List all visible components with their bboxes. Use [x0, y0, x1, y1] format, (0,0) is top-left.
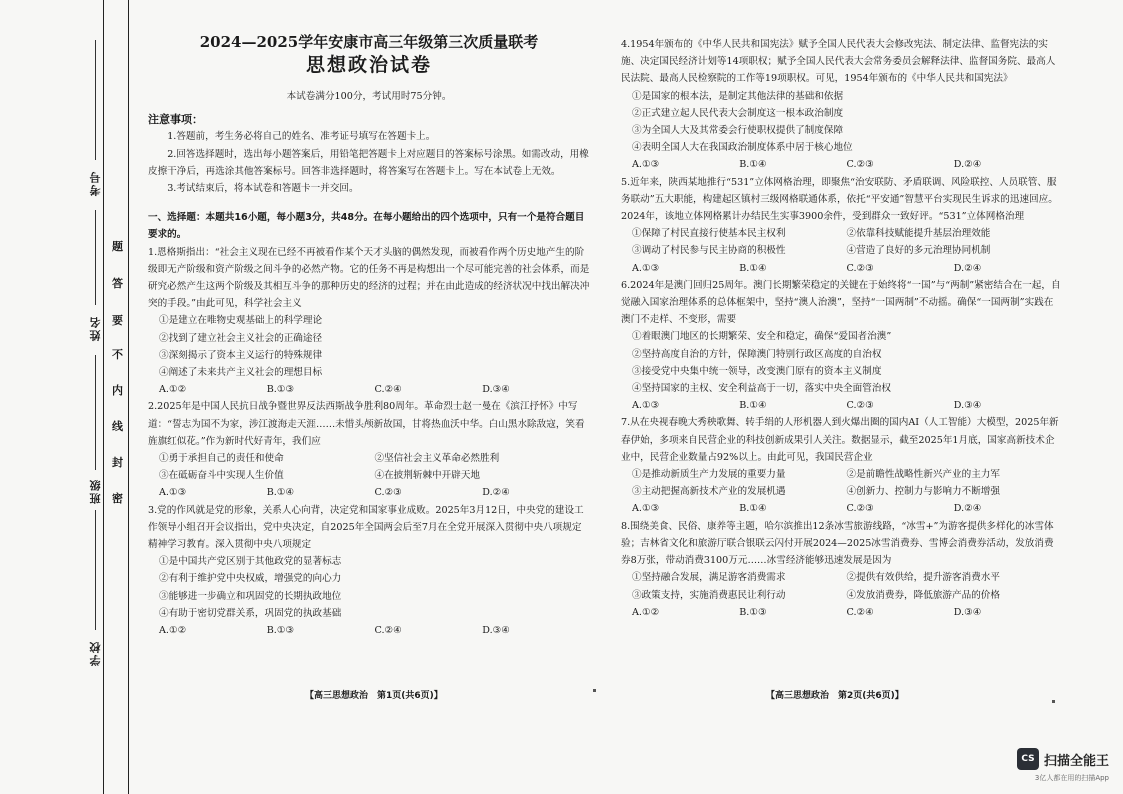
scan-speck: [593, 689, 596, 692]
notice-title: 注意事项：: [148, 113, 203, 127]
notice-item: 3.考试结束后，将本试卷和答题卡一并交回。: [167, 183, 359, 195]
question-6-choices: [621, 397, 1061, 414]
school-label: 学校: [89, 640, 102, 666]
watermark-tagline: 3亿人都在用的扫描App: [1034, 774, 1109, 782]
question-5-choices: [621, 260, 1061, 277]
question-4-stem: 4.1954年颁布的《中华人民共和国宪法》赋予全国人民代表大会修改宪法、制定法律、监督宪法的实施、决定国民经济计划等14项职权；赋予全国人民代表大会常务委员会解释法律、监督国务院、最高人民法院、最高人民检察院的工作等19项职权。可见，1954年颁布的《中华人民共和国宪法》: [621, 39, 1056, 85]
choice-a: A.①②: [159, 625, 187, 637]
binding-line-outer: [103, 0, 104, 794]
watermark-name: 扫描全能王: [1043, 753, 1109, 769]
choice-c: C.②③: [846, 503, 874, 515]
seal-char: 要: [112, 314, 123, 327]
choice-a: A.①③: [632, 159, 660, 171]
choice-d: D.②④: [953, 503, 982, 515]
option: ①是推动新质生产力发展的重要力量: [632, 469, 786, 481]
exam-no-field[interactable]: [95, 40, 96, 160]
option: ③接受党中央集中统一领导，改变澳门原有的资本主义制度: [632, 365, 882, 377]
option: ④创新力、控制力与影响力不断增强: [846, 486, 1000, 498]
choice-b: B.①③: [266, 384, 295, 396]
choice-a: A.①②: [159, 384, 187, 396]
name-label: 姓名: [89, 315, 102, 341]
choice-a: A.①③: [632, 400, 660, 412]
choice-c: C.②④: [846, 606, 874, 618]
question-7-options: [621, 466, 1061, 500]
choice-c: C.②③: [846, 159, 874, 171]
option: ②坚持高度自治的方针，保障澳门特别行政区高度的自治权: [632, 348, 882, 360]
question-8-choices: [621, 604, 1061, 621]
class-label: 班级: [89, 478, 102, 504]
choice-d: D.③④: [482, 384, 510, 396]
question-8-stem: 8.围绕美食、民俗、康养等主题，哈尔滨推出12条冰雪旅游线路，“冰雪+”为游客提供多样化的冰雪体验；吉林省文化和旅游厅联合银联云闪付开展2024—2025冰雪消费券、雪博会消费券活动，发放消费券8万张，带动消费3100万元……冰雪经济能够迅速发展是因为: [621, 520, 1054, 567]
choice-b: B.①④: [266, 487, 295, 499]
choice-b: B.①④: [739, 503, 767, 515]
question-3-stem: 3.党的作风就是党的形象，关系人心向背，决定党和国家事业成败。2025年3月12日，中央党的建设工作领导小组召开会议指出，党中央决定，自2025年全国两会后至7月在全党开展深入贯彻中央八项规定精神学习教育。深入贯彻中央八项规定: [148, 504, 584, 551]
question-5-options: [621, 225, 1061, 259]
choice-c: C.②④: [374, 625, 402, 637]
score-line: 本试卷满分100分，考试用时75分钟。: [286, 91, 452, 102]
choice-a: A.①③: [632, 503, 660, 515]
seal-char: 内: [112, 384, 123, 397]
option: ②坚信社会主义革命必然胜利: [374, 453, 500, 465]
option: ①着眼澳门地区的长期繁荣、安全和稳定，确保“爱国者治澳”: [632, 331, 892, 343]
option: ④营造了良好的多元治理协同机制: [846, 245, 991, 257]
notice-item: 2.回答选择题时，选出每小题答案后，用铅笔把答题卡上对应题目的答案标号涂黑。如需改动，用橡皮擦干净后，再选涂其他答案标号。回答非选择题时，将答案写在答题卡上。写在本试卷上无效。: [148, 148, 589, 177]
option: ④有助于密切党群关系，巩固党的执政基础: [159, 607, 342, 619]
option: ②依靠科技赋能提升基层治理效能: [846, 228, 991, 240]
option: ①是中国共产党区别于其他政党的显著标志: [159, 556, 342, 568]
option: ③为全国人大及其常委会行使职权提供了制度保障: [632, 125, 844, 137]
choice-a: A.①③: [632, 262, 660, 274]
question-2-options: [148, 450, 590, 484]
option: ①是建立在唯物史观基础上的科学理论: [159, 315, 323, 327]
option: ③主动把握高新技术产业的发展机遇: [632, 486, 786, 498]
exam-title: 2024—2025学年安康市高三年级第三次质量联考: [199, 33, 539, 51]
option: ④表明全国人大在我国政治制度体系中居于核心地位: [632, 142, 853, 154]
page-1-footer: 【高三思想政治 第1页(共6页)】: [305, 691, 443, 701]
option: ④坚持国家的主权、安全利益高于一切，落实中央全面管治权: [632, 383, 892, 395]
section-heading: 一、选择题：本题共16小题，每小题3分，共48分。在每小题给出的四个选项中，只有一个是符合题目要求的。: [148, 212, 585, 241]
seal-char: 答: [112, 277, 123, 290]
page-1: [148, 30, 590, 639]
seal-char: 不: [112, 348, 123, 361]
choice-d: D.③④: [953, 606, 982, 618]
choice-d: D.③④: [953, 400, 982, 412]
scanner-watermark: [1017, 748, 1109, 770]
page-2: [621, 36, 1061, 621]
option: ④发放消费券，降低旅游产品的价格: [846, 589, 1000, 601]
option: ②提供有效供给，提升游客消费水平: [846, 572, 1000, 584]
question-8-options: [621, 569, 1061, 603]
question-2-stem: 2.2025年是中国人民抗日战争暨世界反法西斯战争胜利80周年。革命烈士赵一曼在《滨江抒怀》中写道：“誓志为国不为家，涉江渡海走天涯……未惜头颅新故国，甘将热血沃中华。白山黑水除敌寇，笑看旌旗红似花。”作为新时代好青年，我们应: [148, 401, 585, 447]
choice-b: B.①③: [266, 625, 295, 637]
class-field[interactable]: [95, 355, 96, 470]
question-6-stem: 6.2024年是澳门回归25周年。澳门长期繁荣稳定的关键在于始终将“一国”与“两制”紧密结合在一起，自觉融入国家治理体系的总体框架中，坚持“澳人治澳”，坚持“一国两制”不动摇。确保“一国两制”实践在澳门不走样、不变形，需要: [621, 279, 1061, 326]
option: ③在砥砺奋斗中实现人生价值: [159, 470, 284, 482]
question-3-choices: [148, 622, 590, 639]
option: ①勇于承担自己的责任和使命: [159, 453, 284, 465]
choice-c: C.②③: [374, 487, 402, 499]
option: ②是前瞻性战略性新兴产业的主力军: [846, 469, 1000, 481]
question-2-choices: [148, 484, 590, 501]
scan-speck: [1052, 700, 1055, 703]
option: ①保障了村民直接行使基本民主权利: [632, 228, 786, 240]
question-5-stem: 5.近年来，陕西某地推行“531”立体网格治理，即聚焦“治安联防、矛盾联调、风险联控、人员联管、服务联动”五大职能，构建起区镇村三级网格联通体系，依托“平安通”智慧平台实现民生诉求的迅速回应。2024年，该地立体网格累计办结民生实事3900余件，受到群众一致好评。“531”立体网格治理: [621, 176, 1058, 223]
subject-title: 思想政治试卷: [305, 54, 432, 76]
question-1-choices: [148, 381, 590, 398]
choice-d: D.②④: [953, 262, 982, 274]
choice-b: B.①④: [739, 159, 767, 171]
camscanner-logo-icon: CS: [1017, 748, 1039, 770]
name-field[interactable]: [95, 210, 96, 305]
choice-a: A.①②: [632, 606, 660, 618]
binding-line-inner: [128, 0, 129, 794]
choice-d: D.②④: [953, 159, 982, 171]
question-1-stem: 1.恩格斯指出：“社会主义现在已经不再被看作某个天才头脑的偶然发现，而被看作两个历史地产生的阶级即无产阶级和资产阶级之间斗争的必然产物。它的任务不再是构想出一个尽可能完善的社会体系，而是研究必然产生这两个阶级及其相互斗争的那种历史的经济的过程；并在由此造成的经济状况中找出解决冲突的手段。”由此可见，科学社会主义: [148, 246, 590, 310]
choice-c: C.②③: [846, 400, 874, 412]
option: ③深刻揭示了资本主义运行的特殊规律: [159, 349, 323, 361]
choice-d: D.②④: [482, 487, 510, 499]
option: ③政策支持，实施消费惠民让利行动: [632, 589, 786, 601]
option: ④阐述了未来共产主义社会的理想目标: [159, 367, 323, 379]
option: ①坚持融合发展，满足游客消费需求: [632, 572, 786, 584]
seal-char: 封: [112, 456, 123, 469]
option: ①是国家的根本法，是制定其他法律的基础和依据: [632, 90, 844, 102]
question-4-choices: [621, 156, 1061, 173]
option: ②正式建立起人民代表大会制度这一根本政治制度: [632, 107, 844, 119]
notice-item: 1.答题前，考生务必将自己的姓名、准考证号填写在答题卡上。: [167, 131, 436, 143]
choice-c: C.②④: [374, 384, 402, 396]
choice-b: B.①④: [739, 400, 767, 412]
choice-a: A.①③: [159, 487, 187, 499]
choice-b: B.①③: [739, 606, 767, 618]
option: ④在披荆斩棘中开辟天地: [374, 470, 481, 482]
choice-d: D.③④: [482, 625, 510, 637]
page-2-footer: 【高三思想政治 第2页(共6页)】: [766, 691, 904, 701]
seal-char: 密: [112, 492, 123, 505]
option: ③能够进一步确立和巩固党的长期执政地位: [159, 590, 342, 602]
question-7-choices: [621, 500, 1061, 517]
choice-b: B.①④: [739, 262, 767, 274]
option: ③调动了村民参与民主协商的积极性: [632, 245, 786, 257]
option: ②有利于维护党中央权威，增强党的向心力: [159, 573, 342, 585]
exam-no-label: 考号: [89, 170, 102, 196]
choice-c: C.②③: [846, 262, 874, 274]
school-field[interactable]: [95, 510, 96, 630]
question-7-stem: 7.从在央视春晚大秀秧歌舞、转手绢的人形机器人到火爆出圈的国内AI（人工智能）大模型，2025年新春伊始，多项来自民营企业的科技创新成果引人关注。数据显示，截至2025年1月底，国家高新技术企业中，民营企业数量占92%以上。由此可见，我国民营企业: [621, 417, 1059, 463]
seal-char: 线: [112, 420, 123, 433]
seal-char: 题: [112, 240, 123, 253]
option: ②找到了建立社会主义社会的正确途径: [159, 332, 323, 344]
